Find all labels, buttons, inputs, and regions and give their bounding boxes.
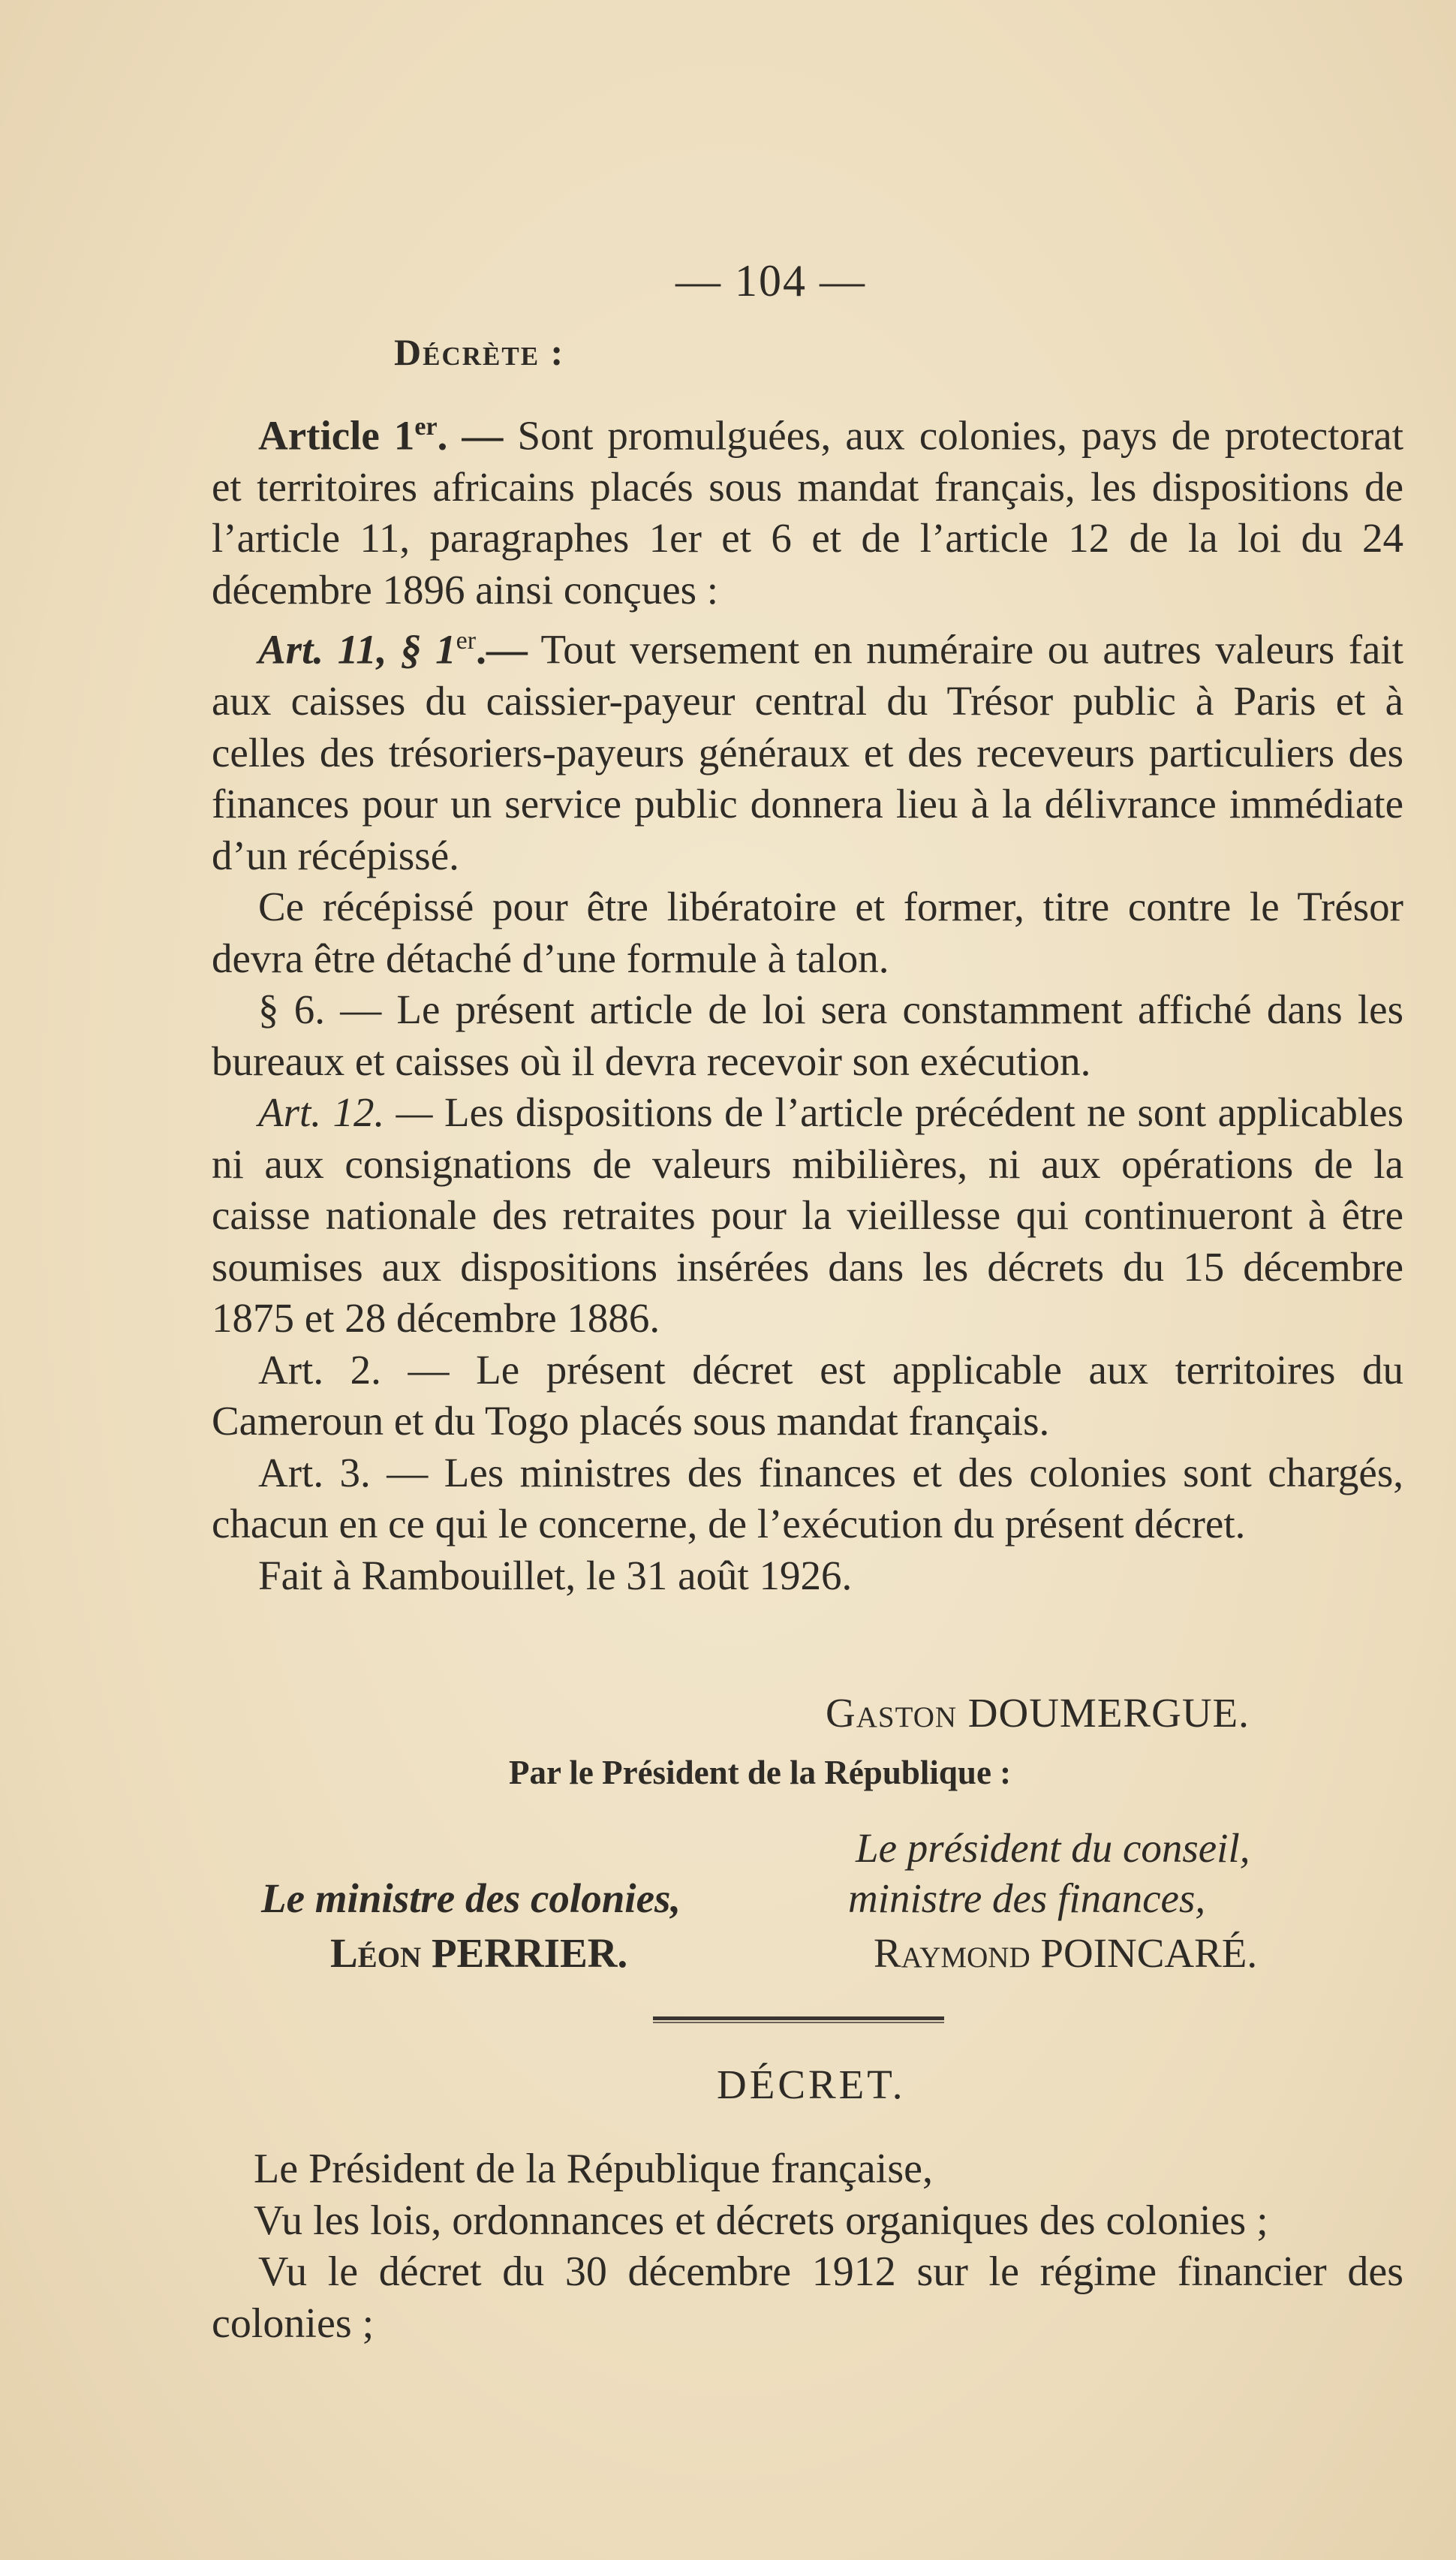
dateline (212, 1550, 1403, 1602)
art-11-sup: er (456, 627, 477, 655)
article-1-sup: er (414, 413, 438, 441)
article-1-text: Sont promulguées, aux colonies, pays de protectorat et territoires africains placés sous mandat français, les dispositions de l’article 11, paragraphes 1er et 6 et de l’article 12 de la loi du 24 décembre 1896 ainsi conçues : (212, 412, 1404, 613)
section-divider (653, 2016, 944, 2020)
article-2 (212, 1345, 1403, 1447)
page-number: — 104 — (675, 256, 866, 306)
article-1 (212, 402, 1403, 616)
left-signatory-name: Léon PERRIER. (330, 1930, 628, 1976)
para-6 (212, 984, 1403, 1087)
art-11-text: Tout versement en numéraire ou autres valeurs fait aux caisses du caissier-payeur central du Trésor public à Paris et à celles des trésoriers-payeurs généraux et des receveurs particuliers des finances pour un service public donnera lieu à la délivrance immédiate d’un récépissé. (212, 626, 1403, 878)
art-12-para (212, 1087, 1403, 1345)
decree-2-title: DÉCRET. (717, 2062, 906, 2107)
right-signatory-title-2: ministre des finances, (848, 1875, 1206, 1921)
article-1-dash: . — (437, 412, 504, 459)
decree-2-line-2-text: Vu les lois, ordonnances et décrets organiques des colonies ; (254, 2197, 1268, 2244)
article-2-text: Le présent décret est applicable aux territoires du Cameroun et du Togo placés sous mandat français. (212, 1346, 1403, 1444)
article-2-label: Art. 2. — (258, 1346, 450, 1393)
article-3 (212, 1447, 1403, 1550)
by-president-line: Par le Président de la République : (509, 1754, 1012, 1791)
recepisse-text: Ce récépissé pour être libératoire et former, titre contre le Trésor devra être détaché d’une formule à talon. (212, 884, 1403, 981)
art-12-label: Art. 12. — (258, 1089, 433, 1136)
decree-2-line-2 (212, 2195, 1403, 2247)
right-signatory-name: Raymond POINCARÉ. (874, 1930, 1258, 1976)
art-11-para (212, 616, 1403, 881)
decree-2-line-3 (212, 2246, 1403, 2349)
decree-heading: Décrète : (394, 331, 565, 373)
article-3-text: Les ministres des finances et des colonies sont chargés, chacun en ce qui le concerne, de l’exécution du présent décret. (212, 1449, 1403, 1547)
art-11-dash: .— (476, 626, 528, 673)
dateline-text: Fait à Rambouillet, le 31 août 1926. (258, 1552, 853, 1598)
decree-2-line-3-text: Vu le décret du 30 décembre 1912 sur le régime financier des colonies ; (212, 2248, 1403, 2347)
decree-2-line-1-text: Le Président de la République française, (254, 2146, 933, 2192)
article-1-label: Article 1 (258, 412, 415, 459)
president-signature: Gaston DOUMERGUE. (826, 1690, 1250, 1736)
art-12-text: Les dispositions de l’article précédent ne sont applicables ni aux consignations de valeurs mibilières, ni aux opérations de la caisse nationale des retraites pour la vieillesse qui continueront à être soumises aux dispositions insérées dans les décrets du 15 décembre 1875 et 28 décembre 1886. (212, 1089, 1403, 1342)
para-6-text: Le présent article de loi sera constamment affiché dans les bureaux et caisses où il devra recevoir son exécution. (212, 986, 1403, 1084)
decree-2-body (212, 2143, 1403, 2349)
right-signatory-title-1: Le président du conseil, (856, 1825, 1250, 1871)
recepisse-para (212, 881, 1403, 984)
decree-body (212, 402, 1403, 1601)
article-3-label: Art. 3. — (258, 1449, 429, 1495)
left-signatory-title: Le ministre des colonies, (261, 1875, 681, 1921)
decree-2-line-1 (212, 2143, 1403, 2195)
para-6-label: § 6. — (258, 986, 382, 1033)
art-11-label: Art. 11, § 1 (258, 626, 456, 673)
